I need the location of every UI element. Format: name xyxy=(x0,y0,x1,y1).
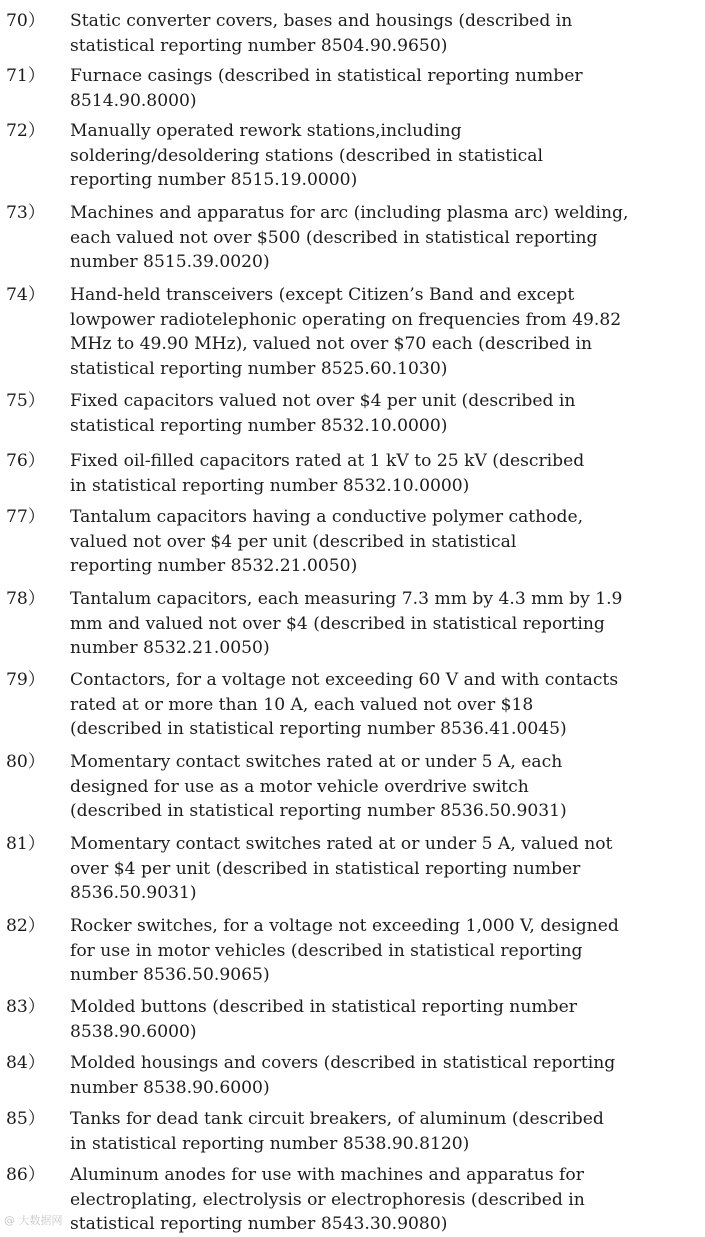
item-text-line: (described in statistical reporting number 8536.41.0045) xyxy=(70,719,567,739)
item-text-line: Hand-held transceivers (except Citizen’s Band and except xyxy=(70,285,575,305)
item-text-line: each valued not over $500 (described in statistical reporting xyxy=(70,227,598,248)
item-number: 78） xyxy=(6,589,46,609)
item-text-line: mm and valued not over $4 (described in statistical reporting xyxy=(70,613,605,634)
item-text-line: Tantalum capacitors, each measuring 7.3 mm by 4.3 mm by 1.9 xyxy=(70,589,623,609)
item-text-line: (described in statistical reporting number 8536.50.9031) xyxy=(70,801,567,821)
item-text xyxy=(70,587,698,661)
item-number: 84） xyxy=(6,1053,46,1073)
item-number: 76） xyxy=(6,451,46,471)
item-number: 77） xyxy=(6,507,46,527)
item-text-line: Molded housings and covers (described in statistical reporting xyxy=(70,1053,616,1073)
item-number: 80） xyxy=(6,752,46,772)
item-text xyxy=(70,750,698,824)
item-text-line: reporting number 8515.19.0000) xyxy=(70,170,358,190)
item-text-line: Molded buttons (described in statistical reporting number xyxy=(70,997,577,1017)
item-text-line: electroplating, electrolysis or electrophoresis (described in xyxy=(70,1189,585,1210)
item-text-line: number 8536.50.9065) xyxy=(70,965,270,985)
item-text-line: lowpower radiotelephonic operating on frequencies from 49.82 xyxy=(70,309,622,330)
item-text-line: 8514.90.8000) xyxy=(70,90,197,111)
item-text-line: Manually operated rework stations,including xyxy=(70,121,462,141)
item-number: 85） xyxy=(6,1109,46,1129)
item-text-line: Static converter covers, bases and housings (described in xyxy=(70,11,573,31)
item-text-line: in statistical reporting number 8532.10.0000) xyxy=(70,475,470,496)
item-text xyxy=(70,1163,698,1237)
item-text xyxy=(70,668,698,742)
item-text xyxy=(70,505,698,579)
item-text-line: reporting number 8532.21.0050) xyxy=(70,556,358,576)
item-number: 71） xyxy=(6,66,46,86)
item-text xyxy=(70,832,698,906)
item-text-line: for use in motor vehicles (described in statistical reporting xyxy=(70,940,583,961)
item-text-line: 8538.90.6000) xyxy=(70,1021,197,1042)
item-text-line: Rocker switches, for a voltage not exceeding 1,000 V, designed xyxy=(70,916,619,936)
item-text xyxy=(70,119,698,193)
item-number: 82） xyxy=(6,916,46,936)
item-text-line: statistical reporting number 8543.30.9080) xyxy=(70,1214,448,1234)
item-text-line: in statistical reporting number 8538.90.8120) xyxy=(70,1133,470,1154)
item-text-line: number 8515.39.0020) xyxy=(70,252,270,272)
item-text-line: MHz to 49.90 MHz), valued not over $70 each (described in xyxy=(70,334,593,354)
item-text xyxy=(70,449,698,498)
item-text-line: number 8538.90.6000) xyxy=(70,1077,270,1098)
item-text-line: Contactors, for a voltage not exceeding 60 V and with contacts xyxy=(70,670,619,690)
item-text-line: Furnace casings (described in statistical reporting number xyxy=(70,66,583,86)
item-text xyxy=(70,1051,698,1100)
item-text-line: Momentary contact switches rated at or under 5 A, each xyxy=(70,752,563,772)
item-text xyxy=(70,389,698,438)
item-number: 75） xyxy=(6,391,46,411)
item-number: 70） xyxy=(6,11,46,31)
item-number: 79） xyxy=(6,670,46,690)
watermark: @ 大数据网 xyxy=(4,1214,63,1227)
item-text-line: number 8532.21.0050) xyxy=(70,638,270,658)
item-text xyxy=(70,9,698,58)
item-text-line: rated at or more than 10 A, each valued not over $18 xyxy=(70,694,534,715)
item-number: 72） xyxy=(6,121,46,141)
item-text xyxy=(70,995,698,1044)
item-text-line: Momentary contact switches rated at or under 5 A, valued not xyxy=(70,834,613,854)
item-text xyxy=(70,283,698,381)
item-text-line: Aluminum anodes for use with machines and apparatus for xyxy=(70,1165,584,1185)
item-number: 74） xyxy=(6,285,46,305)
item-number: 86） xyxy=(6,1165,46,1185)
item-text-line: over $4 per unit (described in statistical reporting number xyxy=(70,858,581,879)
item-text-line: valued not over $4 per unit (described in statistical xyxy=(70,531,517,552)
item-number: 73） xyxy=(6,203,46,223)
item-text-line: Tanks for dead tank circuit breakers, of aluminum (described xyxy=(70,1109,604,1129)
item-text-line: statistical reporting number 8525.60.1030) xyxy=(70,358,448,379)
item-text-line: statistical reporting number 8504.90.9650) xyxy=(70,35,448,56)
item-text-line: Machines and apparatus for arc (including plasma arc) welding, xyxy=(70,203,629,223)
item-text-line: Fixed capacitors valued not over $4 per unit (described in xyxy=(70,391,576,411)
item-text xyxy=(70,201,698,275)
item-number: 81） xyxy=(6,834,46,854)
item-text-line: statistical reporting number 8532.10.0000) xyxy=(70,415,448,436)
item-text-line: designed for use as a motor vehicle overdrive switch xyxy=(70,776,529,797)
item-text-line: Fixed oil-filled capacitors rated at 1 kV to 25 kV (described xyxy=(70,451,585,471)
item-text-line: Tantalum capacitors having a conductive polymer cathode, xyxy=(70,507,584,527)
item-text-line: soldering/desoldering stations (described in statistical xyxy=(70,145,543,166)
item-text xyxy=(70,64,698,113)
item-text xyxy=(70,914,698,988)
item-text-line: 8536.50.9031) xyxy=(70,883,197,903)
item-text xyxy=(70,1107,698,1156)
item-number: 83） xyxy=(6,997,46,1017)
